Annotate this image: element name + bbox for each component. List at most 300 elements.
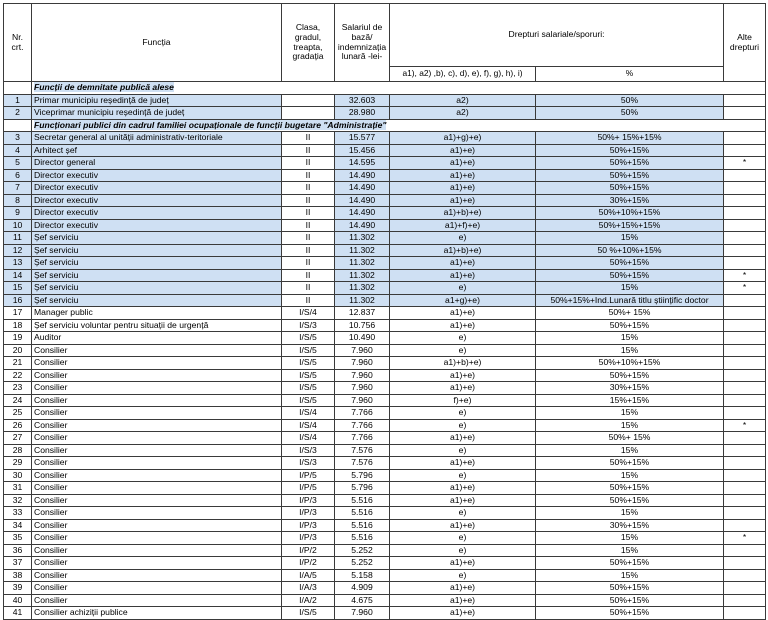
row-number-cell: 1: [4, 94, 32, 107]
rights-percent-cell: 50%+15%: [536, 319, 724, 332]
table-row: [4, 432, 766, 445]
rights-letters-cell: a1)+b)+e): [390, 244, 536, 257]
table-row: [4, 394, 766, 407]
row-number-cell: 24: [4, 394, 32, 407]
salary-cell: 5.158: [335, 569, 390, 582]
rights-percent-cell: 50%+15%+Ind.Lunară titlu științific doctor: [536, 294, 724, 307]
table-row: [4, 569, 766, 582]
rights-percent-cell: 50%+15%: [536, 482, 724, 495]
class-cell: II: [282, 269, 335, 282]
class-cell: II: [282, 132, 335, 145]
rights-percent-cell: 50%+15%: [536, 144, 724, 157]
rights-letters-cell: e): [390, 419, 536, 432]
rights-letters-cell: e): [390, 544, 536, 557]
row-number-cell: 10: [4, 219, 32, 232]
table-row: [4, 182, 766, 195]
other-rights-cell: [724, 469, 766, 482]
rights-percent-cell: 50%+15%: [536, 257, 724, 270]
salary-cell: 5.252: [335, 557, 390, 570]
other-rights-cell: [724, 519, 766, 532]
rights-letters-cell: a1)+e): [390, 182, 536, 195]
other-rights-cell: [724, 582, 766, 595]
rights-letters-cell: e): [390, 344, 536, 357]
row-number-cell: 26: [4, 419, 32, 432]
row-number-cell: 25: [4, 407, 32, 420]
function-cell: Șef serviciu: [32, 269, 282, 282]
table-row: [4, 457, 766, 470]
class-cell: I/A/3: [282, 582, 335, 595]
function-cell: Șef serviciu: [32, 294, 282, 307]
other-rights-cell: [724, 569, 766, 582]
salary-cell: 32.603: [335, 94, 390, 107]
function-cell: Consilier: [32, 569, 282, 582]
other-rights-cell: [724, 319, 766, 332]
salary-cell: 7.960: [335, 344, 390, 357]
salary-cell: 4.909: [335, 582, 390, 595]
rights-percent-cell: 15%: [536, 282, 724, 295]
function-cell: Șef serviciu: [32, 232, 282, 245]
table-row: [4, 507, 766, 520]
salary-cell: 5.796: [335, 469, 390, 482]
table-row: [4, 444, 766, 457]
table-row: [4, 269, 766, 282]
section-title: [32, 82, 766, 95]
other-rights-cell: [724, 357, 766, 370]
class-cell: I/S/5: [282, 344, 335, 357]
table-row: [4, 494, 766, 507]
other-rights-cell: [724, 507, 766, 520]
other-rights-cell: [724, 107, 766, 120]
function-cell: Consilier: [32, 394, 282, 407]
row-number-cell: 38: [4, 569, 32, 582]
rights-letters-cell: a1)+e): [390, 557, 536, 570]
row-number-cell: 17: [4, 307, 32, 320]
row-number-cell: 22: [4, 369, 32, 382]
function-cell: Director executiv: [32, 182, 282, 195]
table-row: [4, 382, 766, 395]
salary-cell: 5.796: [335, 482, 390, 495]
rights-letters-cell: a1+g)+e): [390, 294, 536, 307]
function-cell: Consilier: [32, 407, 282, 420]
function-cell: Consilier: [32, 507, 282, 520]
row-number-cell: 2: [4, 107, 32, 120]
rights-letters-cell: a1)+e): [390, 457, 536, 470]
rights-percent-cell: 50%+10%+15%: [536, 357, 724, 370]
row-number-cell: 30: [4, 469, 32, 482]
table-row: [4, 469, 766, 482]
class-cell: I/S/4: [282, 407, 335, 420]
other-rights-cell: *: [724, 532, 766, 545]
rights-percent-cell: 30%+15%: [536, 519, 724, 532]
function-cell: Consilier: [32, 382, 282, 395]
other-rights-cell: [724, 194, 766, 207]
header-clasa: Clasa, gradul, treapta, gradația: [282, 4, 335, 82]
row-number-cell: 33: [4, 507, 32, 520]
table-row: [4, 519, 766, 532]
table-row: [4, 144, 766, 157]
table-header: [4, 4, 766, 82]
rights-percent-cell: 15%: [536, 469, 724, 482]
salary-cell: 14.490: [335, 207, 390, 220]
row-number-cell: 29: [4, 457, 32, 470]
class-cell: II: [282, 144, 335, 157]
salary-cell: 7.960: [335, 382, 390, 395]
rights-percent-cell: 50%+15%: [536, 557, 724, 570]
table-row: [4, 544, 766, 557]
rights-letters-cell: a1)+e): [390, 157, 536, 170]
rights-letters-cell: e): [390, 332, 536, 345]
salary-cell: 11.302: [335, 257, 390, 270]
class-cell: II: [282, 282, 335, 295]
rights-percent-cell: 15%+15%: [536, 394, 724, 407]
class-cell: I/S/5: [282, 382, 335, 395]
other-rights-cell: [724, 219, 766, 232]
rights-percent-cell: 15%: [536, 407, 724, 420]
rights-percent-cell: 50%+15%: [536, 369, 724, 382]
function-cell: Secretar general al unității administrativ-teritoriale: [32, 132, 282, 145]
rights-percent-cell: 50%+15%: [536, 594, 724, 607]
table-row: [4, 607, 766, 620]
salary-cell: 7.960: [335, 394, 390, 407]
salary-table: [3, 3, 766, 620]
rights-percent-cell: 50%+15%: [536, 169, 724, 182]
salary-cell: 7.766: [335, 407, 390, 420]
row-number-cell: 11: [4, 232, 32, 245]
section-title-text: Funcții de demnitate publică alese: [34, 82, 174, 93]
section-row: [4, 82, 766, 95]
section-row: [4, 119, 766, 132]
table-row: [4, 257, 766, 270]
function-cell: Consilier: [32, 557, 282, 570]
function-cell: Consilier: [32, 357, 282, 370]
other-rights-cell: [724, 607, 766, 620]
class-cell: I/S/4: [282, 307, 335, 320]
salary-cell: 28.980: [335, 107, 390, 120]
rights-letters-cell: e): [390, 469, 536, 482]
class-cell: II: [282, 157, 335, 170]
salary-cell: 14.595: [335, 157, 390, 170]
table-row: [4, 157, 766, 170]
function-cell: Consilier: [32, 594, 282, 607]
salary-cell: 7.576: [335, 457, 390, 470]
rights-letters-cell: a1)+e): [390, 307, 536, 320]
salary-cell: 7.766: [335, 432, 390, 445]
other-rights-cell: [724, 407, 766, 420]
salary-cell: 7.960: [335, 369, 390, 382]
rights-percent-cell: 50%+15%: [536, 157, 724, 170]
function-cell: Șef serviciu voluntar pentru situații de urgență: [32, 319, 282, 332]
salary-cell: 7.576: [335, 444, 390, 457]
table-row: [4, 332, 766, 345]
row-number-cell: 9: [4, 207, 32, 220]
rights-percent-cell: 15%: [536, 444, 724, 457]
table-row: [4, 107, 766, 120]
function-cell: Primar municipiu reședință de județ: [32, 94, 282, 107]
rights-letters-cell: a1)+e): [390, 494, 536, 507]
class-cell: I/P/5: [282, 482, 335, 495]
header-drepturi-procent: %: [536, 67, 724, 82]
class-cell: I/P/3: [282, 494, 335, 507]
rights-letters-cell: a1)+b)+e): [390, 357, 536, 370]
rights-percent-cell: 15%: [536, 232, 724, 245]
header-drepturi: Drepturi salariale/sporuri:: [390, 4, 724, 67]
salary-cell: 11.302: [335, 244, 390, 257]
other-rights-cell: [724, 294, 766, 307]
table-row: [4, 219, 766, 232]
header-functia: Funcția: [32, 4, 282, 82]
other-rights-cell: [724, 169, 766, 182]
other-rights-cell: *: [724, 157, 766, 170]
row-number-cell: 36: [4, 544, 32, 557]
row-number-cell: 21: [4, 357, 32, 370]
salary-cell: 5.252: [335, 544, 390, 557]
salary-cell: 5.516: [335, 519, 390, 532]
table-row: [4, 307, 766, 320]
salary-cell: 5.516: [335, 532, 390, 545]
function-cell: Director executiv: [32, 169, 282, 182]
row-number-cell: 28: [4, 444, 32, 457]
salary-cell: 11.302: [335, 294, 390, 307]
salary-cell: 15.456: [335, 144, 390, 157]
row-number-cell: 7: [4, 182, 32, 195]
rights-letters-cell: a1)+e): [390, 382, 536, 395]
table-row: [4, 319, 766, 332]
salary-cell: 15.577: [335, 132, 390, 145]
salary-cell: 14.490: [335, 182, 390, 195]
rights-percent-cell: 50%: [536, 107, 724, 120]
other-rights-cell: [724, 544, 766, 557]
salary-cell: 12.837: [335, 307, 390, 320]
row-number-cell: 15: [4, 282, 32, 295]
row-number-cell: 19: [4, 332, 32, 345]
rights-letters-cell: a1)+e): [390, 369, 536, 382]
table-row: [4, 532, 766, 545]
class-cell: I/S/4: [282, 419, 335, 432]
header-salariul: Salariul de bază/ indemnizația lunară -lei-: [335, 4, 390, 82]
section-title: [32, 119, 766, 132]
rights-percent-cell: 50%+15%: [536, 182, 724, 195]
rights-percent-cell: 15%: [536, 569, 724, 582]
salary-cell: 14.490: [335, 194, 390, 207]
other-rights-cell: [724, 307, 766, 320]
other-rights-cell: [724, 494, 766, 507]
other-rights-cell: *: [724, 282, 766, 295]
other-rights-cell: [724, 182, 766, 195]
table-row: [4, 232, 766, 245]
rights-letters-cell: e): [390, 444, 536, 457]
rights-percent-cell: 50%+ 15%+15%: [536, 132, 724, 145]
rights-letters-cell: a1)+e): [390, 432, 536, 445]
class-cell: I/S/5: [282, 332, 335, 345]
class-cell: I/S/5: [282, 357, 335, 370]
salary-cell: 7.960: [335, 607, 390, 620]
rights-percent-cell: 50%+15%: [536, 457, 724, 470]
rights-letters-cell: e): [390, 569, 536, 582]
row-number-cell: 37: [4, 557, 32, 570]
function-cell: Consilier: [32, 494, 282, 507]
class-cell: II: [282, 244, 335, 257]
rights-percent-cell: 50%+15%: [536, 269, 724, 282]
table-row: [4, 294, 766, 307]
rights-letters-cell: e): [390, 507, 536, 520]
rights-letters-cell: e): [390, 232, 536, 245]
salary-cell: 11.302: [335, 232, 390, 245]
class-cell: I/S/4: [282, 432, 335, 445]
salary-cell: 14.490: [335, 169, 390, 182]
table-row: [4, 344, 766, 357]
row-number-cell: 34: [4, 519, 32, 532]
rights-letters-cell: a1)+e): [390, 269, 536, 282]
class-cell: I/S/3: [282, 319, 335, 332]
table-row: [4, 557, 766, 570]
function-cell: Consilier achiziții publice: [32, 607, 282, 620]
table-row: [4, 244, 766, 257]
rights-percent-cell: 50%+15%: [536, 607, 724, 620]
salary-cell: 10.756: [335, 319, 390, 332]
rights-letters-cell: a2): [390, 94, 536, 107]
rights-percent-cell: 50%+15%: [536, 494, 724, 507]
function-cell: Director executiv: [32, 207, 282, 220]
rights-percent-cell: 50%+15%+15%: [536, 219, 724, 232]
rights-percent-cell: 15%: [536, 544, 724, 557]
row-number-cell: 12: [4, 244, 32, 257]
function-cell: Șef serviciu: [32, 282, 282, 295]
row-number-cell: 35: [4, 532, 32, 545]
function-cell: Șef serviciu: [32, 244, 282, 257]
rights-letters-cell: a1)+f)+e): [390, 219, 536, 232]
rights-letters-cell: e): [390, 407, 536, 420]
table-row: [4, 582, 766, 595]
salary-cell: 7.766: [335, 419, 390, 432]
function-cell: Viceprimar municipiu reședință de județ: [32, 107, 282, 120]
other-rights-cell: [724, 369, 766, 382]
rights-letters-cell: a1)+e): [390, 144, 536, 157]
rights-letters-cell: a2): [390, 107, 536, 120]
salary-cell: 14.490: [335, 219, 390, 232]
class-cell: II: [282, 207, 335, 220]
rights-letters-cell: a1)+e): [390, 482, 536, 495]
other-rights-cell: [724, 344, 766, 357]
table-row: [4, 194, 766, 207]
row-number-cell: 3: [4, 132, 32, 145]
other-rights-cell: [724, 557, 766, 570]
row-number-cell: 16: [4, 294, 32, 307]
salary-cell: 11.302: [335, 282, 390, 295]
row-number-cell: 20: [4, 344, 32, 357]
class-cell: II: [282, 182, 335, 195]
class-cell: I/P/2: [282, 557, 335, 570]
rights-letters-cell: a1)+e): [390, 594, 536, 607]
class-cell: II: [282, 257, 335, 270]
rights-letters-cell: a1)+e): [390, 319, 536, 332]
class-cell: I/P/3: [282, 507, 335, 520]
class-cell: II: [282, 169, 335, 182]
function-cell: Consilier: [32, 519, 282, 532]
table-row: [4, 357, 766, 370]
class-cell: I/P/5: [282, 469, 335, 482]
rights-letters-cell: a1)+g)+e): [390, 132, 536, 145]
other-rights-cell: [724, 482, 766, 495]
table-body: [4, 82, 766, 620]
salary-cell: 7.960: [335, 357, 390, 370]
rights-percent-cell: 50%+10%+15%: [536, 207, 724, 220]
other-rights-cell: [724, 257, 766, 270]
rights-percent-cell: 15%: [536, 532, 724, 545]
rights-letters-cell: a1)+e): [390, 257, 536, 270]
class-cell: I/S/5: [282, 394, 335, 407]
table-row: [4, 207, 766, 220]
class-cell: [282, 107, 335, 120]
rights-letters-cell: e): [390, 532, 536, 545]
section-nr-cell: [4, 119, 32, 132]
class-cell: I/S/5: [282, 607, 335, 620]
other-rights-cell: *: [724, 419, 766, 432]
header-alte-drepturi: Alte drepturi: [724, 4, 766, 82]
function-cell: Consilier: [32, 444, 282, 457]
section-nr-cell: [4, 82, 32, 95]
other-rights-cell: [724, 444, 766, 457]
rights-percent-cell: 15%: [536, 507, 724, 520]
rights-letters-cell: a1)+e): [390, 582, 536, 595]
class-cell: I/S/3: [282, 457, 335, 470]
table-row: [4, 169, 766, 182]
class-cell: I/A/2: [282, 594, 335, 607]
rights-letters-cell: e): [390, 282, 536, 295]
salary-table-document: [3, 3, 766, 620]
other-rights-cell: *: [724, 269, 766, 282]
salary-cell: 5.516: [335, 494, 390, 507]
other-rights-cell: [724, 94, 766, 107]
rights-percent-cell: 50%+15%: [536, 582, 724, 595]
other-rights-cell: [724, 394, 766, 407]
table-row: [4, 94, 766, 107]
function-cell: Șef serviciu: [32, 257, 282, 270]
other-rights-cell: [724, 382, 766, 395]
row-number-cell: 32: [4, 494, 32, 507]
function-cell: Consilier: [32, 344, 282, 357]
rights-letters-cell: a1)+e): [390, 169, 536, 182]
rights-percent-cell: 50%+ 15%: [536, 307, 724, 320]
header-drepturi-litere: a1), a2) ,b), c), d), e), f), g), h), i): [390, 67, 536, 82]
class-cell: II: [282, 219, 335, 232]
rights-percent-cell: 50%+ 15%: [536, 432, 724, 445]
row-number-cell: 41: [4, 607, 32, 620]
table-row: [4, 369, 766, 382]
rights-percent-cell: 15%: [536, 419, 724, 432]
row-number-cell: 18: [4, 319, 32, 332]
row-number-cell: 23: [4, 382, 32, 395]
table-row: [4, 132, 766, 145]
other-rights-cell: [724, 244, 766, 257]
table-row: [4, 282, 766, 295]
class-cell: II: [282, 294, 335, 307]
function-cell: Consilier: [32, 482, 282, 495]
salary-cell: 11.302: [335, 269, 390, 282]
table-row: [4, 407, 766, 420]
rights-letters-cell: f)+e): [390, 394, 536, 407]
function-cell: Director executiv: [32, 194, 282, 207]
class-cell: II: [282, 232, 335, 245]
row-number-cell: 4: [4, 144, 32, 157]
function-cell: Consilier: [32, 582, 282, 595]
table-row: [4, 482, 766, 495]
rights-letters-cell: a1)+e): [390, 194, 536, 207]
function-cell: Consilier: [32, 544, 282, 557]
row-number-cell: 6: [4, 169, 32, 182]
rights-percent-cell: 50 %+10%+15%: [536, 244, 724, 257]
row-number-cell: 40: [4, 594, 32, 607]
row-number-cell: 8: [4, 194, 32, 207]
